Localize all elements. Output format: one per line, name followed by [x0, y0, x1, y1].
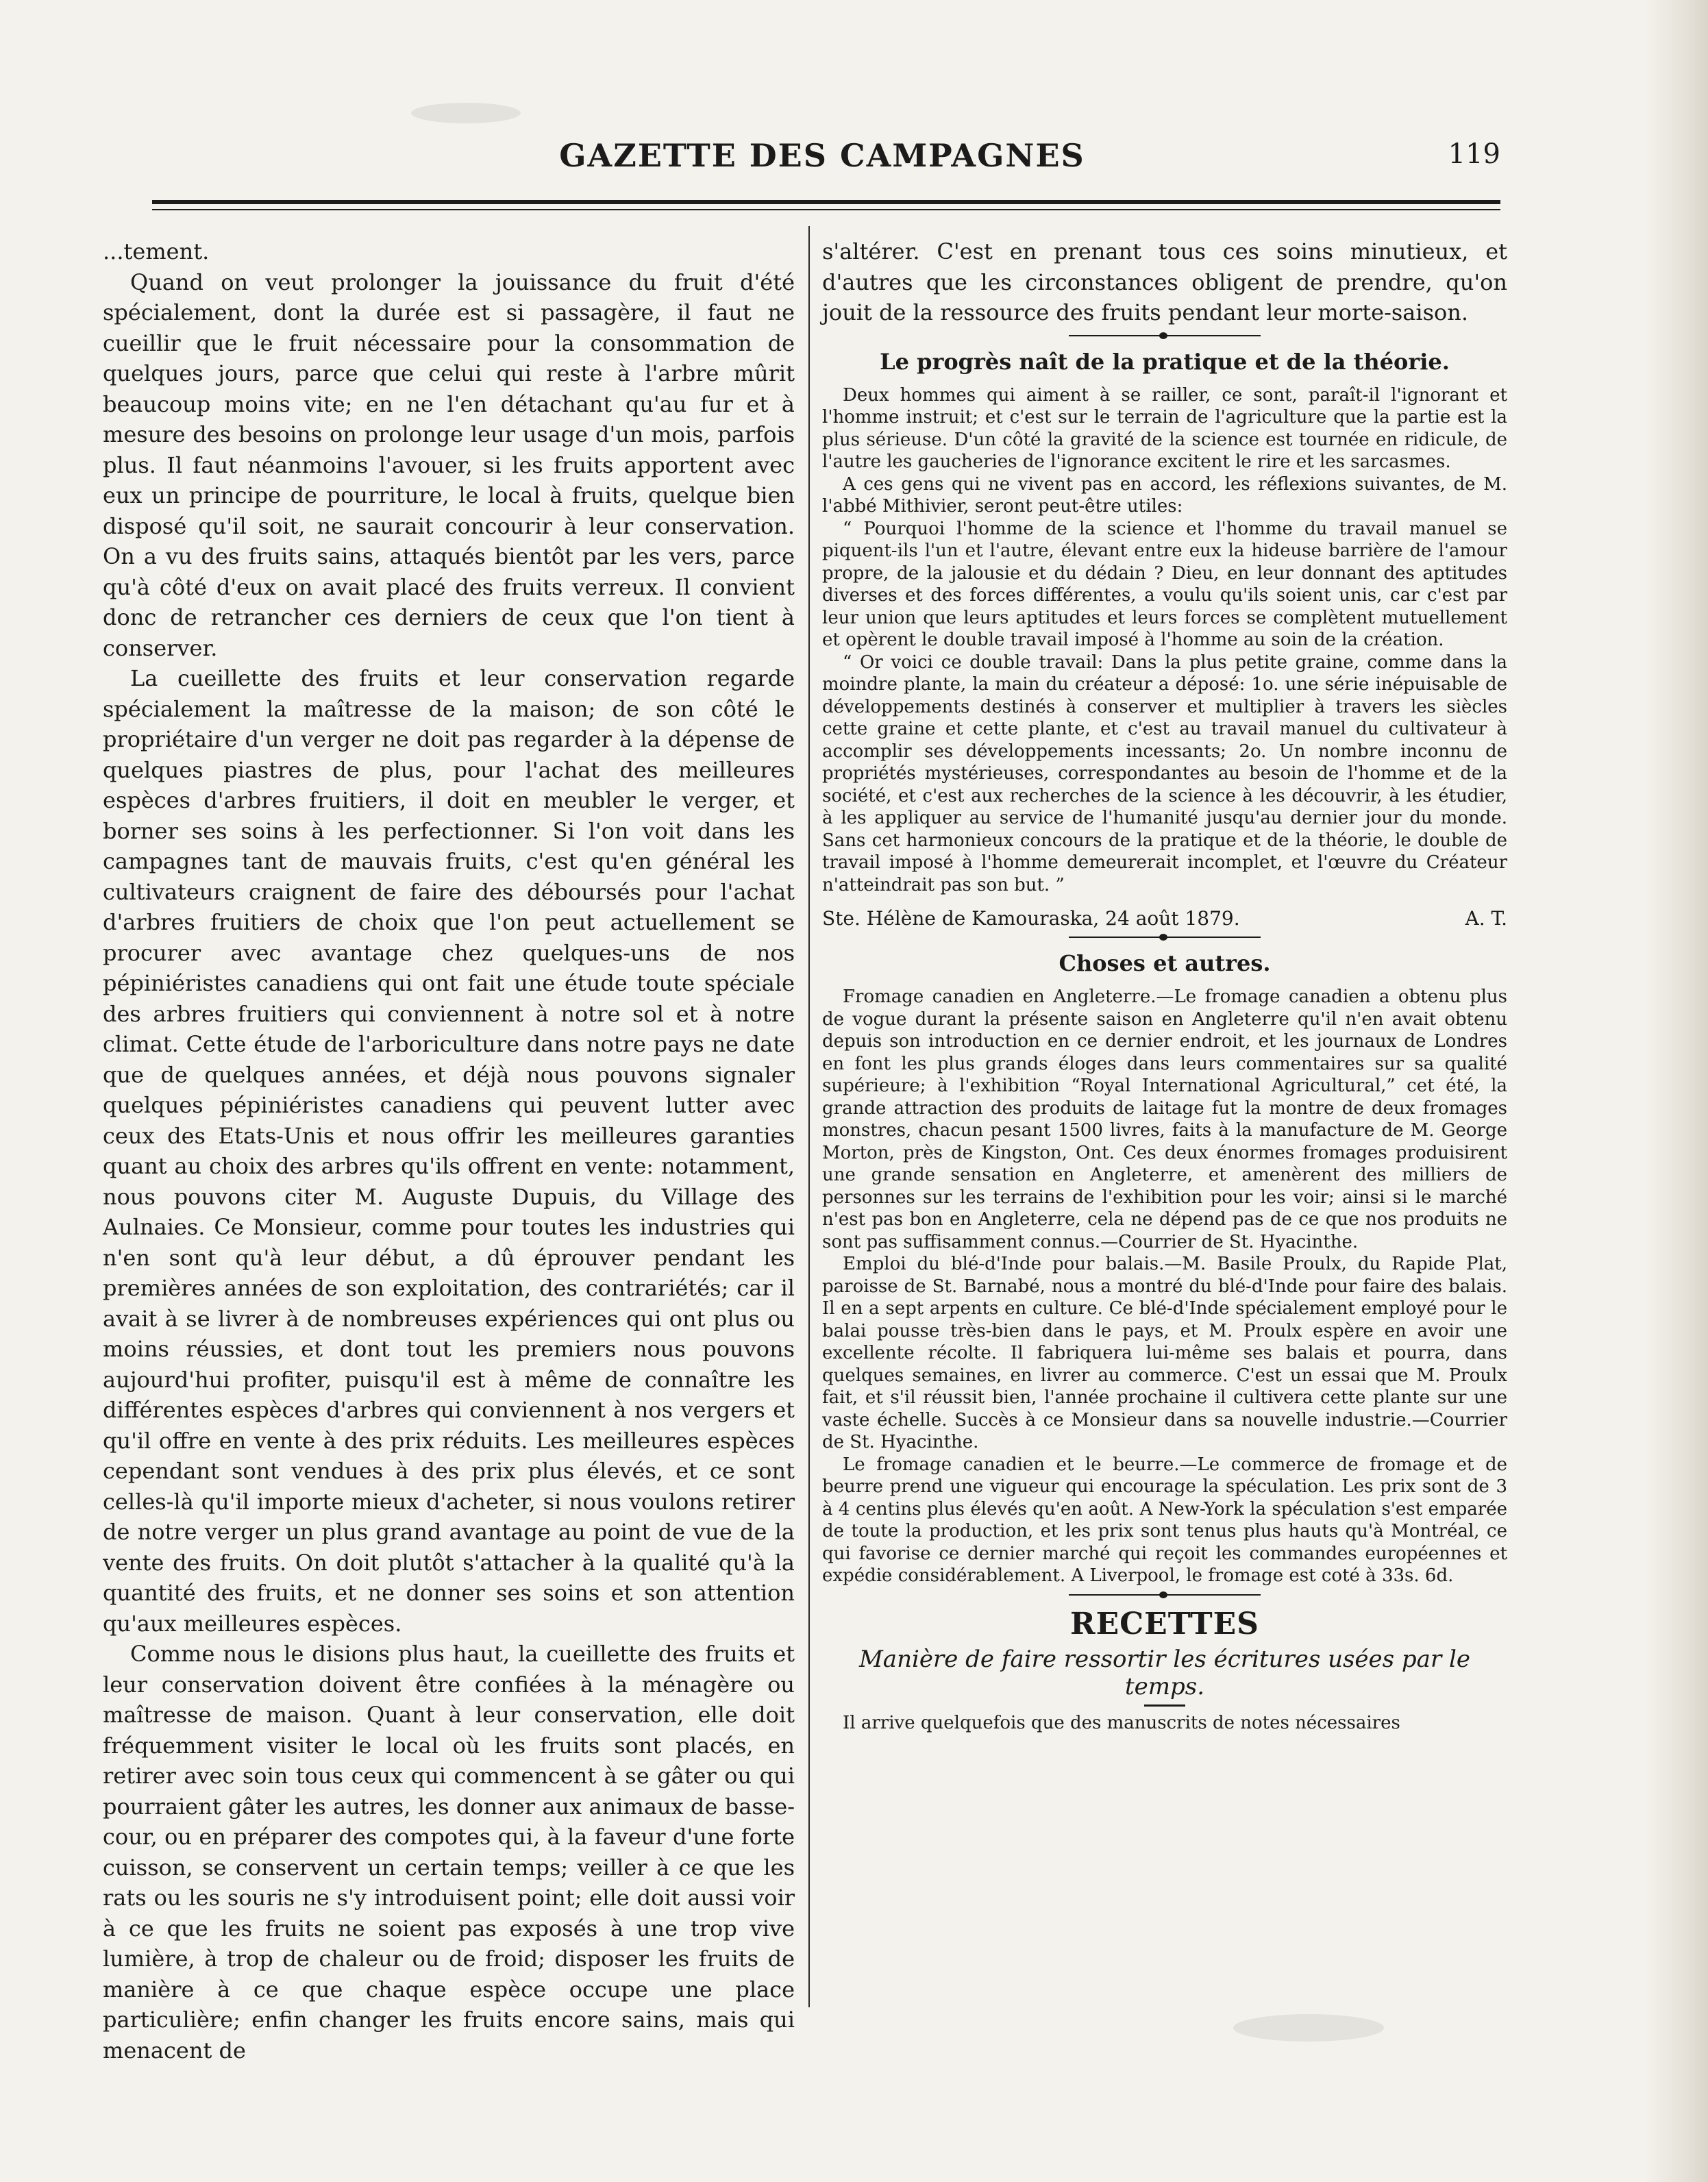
article-paragraph: Deux hommes qui aiment à se railler, ce sont, paraît-il l'ignorant et l'homme instruit; et c'est sur le terrain de l'agriculture que la partie est la plus sérieuse. D'un côté la gravité de la science est tournée en ridicule, de l'autre les gaucheries de l'ignorance excitent le rire et les sarcasmes. — [822, 384, 1507, 472]
header-rule-thick — [152, 200, 1500, 204]
quote-paragraph: “ Pourquoi l'homme de la science et l'homme du travail manuel se piquent-ils l'un et l'autre, élevant entre eux la hideuse barrière de l'amour propre, de la jalousie et du dédain ? Dieu, en leur donnant des aptitudes diverses et des forces différentes, a voulu qu'ils soient unis, car c'est par leur union que leurs aptitudes et leurs forces se complètent mutuellement et opèrent le double travail imposé à l'homme au soin de la création. — [822, 518, 1507, 650]
news-item: Fromage canadien en Angleterre.—Le fromage canadien a obtenu plus de vogue durant la présente saison en Angleterre qu'il n'en avait obtenu depuis son introduction en ce dernier endroit, et les journaux de Londres en font les plus grands éloges dans leurs commentaires sur sa qualité supérieure; à l'exhibition “Royal International Agricultural,” cet été, la grande attraction des produits de laitage fut la montre de deux fromages monstres, chacun pesant 1500 livres, faits à la manufacture de M. George Morton, près de Kingston, Ont. Ces deux énormes fromages produisirent une grande sensation en Angleterre, et amenèrent des milliers de personnes sur les terrains de l'exhibition pour les voir; ainsi si le marché n'est pas bon en Angleterre, cela ne dépend pas de ce que nos produits ne sont pas suffisamment connus.—Courrier de St. Hyacinthe. — [822, 987, 1507, 1252]
quote-paragraph: “ Or voici ce double travail: Dans la plus petite graine, comme dans la moindre plante, la main du créateur a déposé: 1o. une série inépuisable de développements destinés à conserver et multiplier à travers les siècles cette graine et cette plante, et c'est au travail manuel du cultivateur à accomplir ses développements incessants; 2o. Un nombre inconnu de propriétés mystérieuses, correspondantes au besoin de l'homme et de la société, et c'est aux recherches de la science à les découvrir, à les étudier, à les appliquer au service de l'humanité jusqu'au dernier jour du monde. Sans cet harmonieux concours de la pratique et de la théorie, le double de travail imposé à l'homme demeurerait incomplet, et l'œuvre du Créateur n'atteindrait pas son but. ” — [822, 652, 1507, 895]
section-heading: Le progrès naît de la pratique et de la théorie. — [880, 348, 1450, 375]
news-item: Emploi du blé-d'Inde pour balais.—M. Basile Proulx, du Rapide Plat, paroisse de St. Barnabé, nous a montré du blé-d'Inde pour faire des balais. Il en a sept arpents en culture. Ce blé-d'Inde spécialement employé pour le balai pousse très-bien dans le pays, et M. Proulx espère en avoir une excellente récolte. Il fabriquera lui-même ses balais et pourra, dans quelques semaines, en livrer au commerce. C'est un essai que M. Proulx fait, et s'il réussit bien, l'année prochaine il cultivera cette plante sur une vaste échelle. Succès à ce Monsieur dans sa nouvelle industrie.—Courrier de St. Hyacinthe. — [822, 1254, 1507, 1452]
recettes-heading: RECETTES — [1070, 1606, 1259, 1641]
page-title: GAZETTE DES CAMPAGNES — [559, 137, 1085, 174]
article-paragraph: Comme nous le disions plus haut, la cueillette des fruits et leur conservation doivent être confiées à la ménagère ou maîtresse de maison. Quant à leur conservation, elle doit fréquemment visiter le local où les fruits sont placés, en retirer avec soin tous ceux qui commencent à se gâter ou qui pourraient gâter les autres, les donner aux animaux de basse-cour, ou en préparer des compotes qui, à la faveur d'une forte cuisson, se conservent un certain temps; veiller à ce que les rats ou les souris ne s'y introduisent point; elle doit aussi voir à ce que les fruits ne soient pas exposés à une trop vive lumière, à trop de chaleur ou de froid; disposer les fruits de manière à ce que chaque espèce occupe une place particulière; enfin changer les fruits encore sains, mais qui menacent de — [103, 1641, 795, 2063]
page-header — [144, 137, 1500, 178]
signature-place-date: Ste. Hélène de Kamouraska, 24 août 1879. — [822, 907, 1240, 930]
signature-initials: A. T. — [1465, 907, 1507, 930]
article-paragraph: s'altérer. C'est en prenant tous ces soins minutieux, et d'autres que les circonstances obligent de prendre, qu'on jouit de la ressource des fruits pendant leur morte-saison. — [822, 238, 1507, 325]
column-divider — [808, 226, 810, 2007]
recette-first-line: Il arrive quelquefois que des manuscrits de notes nécessaires — [843, 1712, 1400, 1733]
recette-title: Manière de faire ressortir les écritures usées par le temps. — [858, 1645, 1471, 1700]
news-item: Le fromage canadien et le beurre.—Le commerce de fromage et de beurre prend une vigueur qui encourage la spéculation. Les prix sont de 3 à 4 centins plus élevés qu'en août. A New-York la spéculation s'est emparée de toute la production, et les prix sont tenus plus hauts qu'à Montréal, ce qui favorise ce dernier marché qui reçoit les commandes européennes et expédie considérablement. A Liverpool, le fromage est coté à 33s. 6d. — [822, 1454, 1507, 1586]
ink-smudge — [1233, 2014, 1384, 2042]
right-column — [822, 236, 1507, 1734]
ink-smudge — [411, 103, 521, 123]
page-edge-shadow — [1644, 0, 1708, 2182]
page-number: 119 — [1448, 138, 1500, 170]
article-paragraph: ...tement. — [103, 238, 210, 264]
section-ornament-rule — [1069, 937, 1261, 938]
section-ornament-rule — [1069, 1594, 1261, 1596]
article-paragraph: A ces gens qui ne vivent pas en accord, les réflexions suivantes, de M. l'abbé Mithivier, seront peut-être utiles: — [822, 473, 1507, 517]
header-rule-thin — [152, 209, 1500, 210]
section-heading: Choses et autres. — [1059, 950, 1271, 976]
left-column — [103, 236, 795, 2066]
recette-divider — [1144, 1704, 1185, 1707]
section-ornament-rule — [1069, 335, 1261, 336]
signature-line — [822, 907, 1507, 930]
article-paragraph: La cueillette des fruits et leur conservation regarde spécialement la maîtresse de la maison; de son côté le propriétaire d'un verger ne doit pas regarder à la dépense de quelques piastres de plus, pour l'achat des meilleures espèces d'arbres fruitiers, il doit en meubler le verger, et borner ses soins à les perfectionner. Si l'on voit dans les campagnes tant de mauvais fruits, c'est qu'en général les cultivateurs craignent de faire des déboursés pour l'achat d'arbres fruitiers de choix que l'on peut actuellement se procurer avec avantage chez quelques-uns de nos pépiniéristes canadiens qui ont fait une étude toute spéciale des arbres fruitiers qui conviennent à notre sol et à notre climat. Cette étude de l'arboriculture dans notre pays ne date que de quelques années, et déjà nous pouvons signaler quelques pépiniéristes canadiens qui peuvent lutter avec ceux des Etats-Unis et nous offrir les meilleures garanties quant au choix des arbres qu'ils offrent en vente: notamment, nous pouvons citer M. Auguste Dupuis, du Village des Aulnaies. Ce Monsieur, comme pour toutes les industries qui n'en sont qu'à leur début, a dû éprouver pendant les premières années de son exploitation, des contrariétés; car il avait à se livrer à de nombreuses expériences qui ont plus ou moins réussies, et dont tout les premiers nous pouvons aujourd'hui profiter, puisqu'il est à même de connaître les différentes espèces d'arbres qui conviennent à nos vergers et qu'il offre en vente à des prix réduits. Les meilleures espèces cependant sont vendues à des prix plus élevés, et ce sont celles-là qu'il importe mieux d'acheter, si nous voulons retirer de notre verger un plus grand avantage au point de vue de la vente des fruits. On doit plutôt s'attacher à la qualité qu'à la quantité des fruits, et ne donner ses soins et son attention qu'aux meilleures espèces. — [103, 665, 795, 1637]
article-paragraph: Quand on veut prolonger la jouissance du fruit d'été spécialement, dont la durée est si passagère, il faut ne cueillir que le fruit nécessaire pour la consommation de quelques jours, parce que celui qui reste à l'arbre mûrit beaucoup moins vite; en ne l'en détachant qu'au fur et à mesure des besoins on prolonge leur usage d'un mois, parfois plus. Il faut néanmoins l'avouer, si les fruits apportent avec eux un principe de pourriture, le local à fruits, quelque bien disposé qu'il soit, ne saurait concourir à leur conservation. On a vu des fruits sains, attaqués bientôt par les vers, parce qu'à côté d'eux on avait placé des fruits verreux. Il convient donc de retrancher ces derniers de ceux que l'on tient à conserver. — [103, 269, 795, 661]
